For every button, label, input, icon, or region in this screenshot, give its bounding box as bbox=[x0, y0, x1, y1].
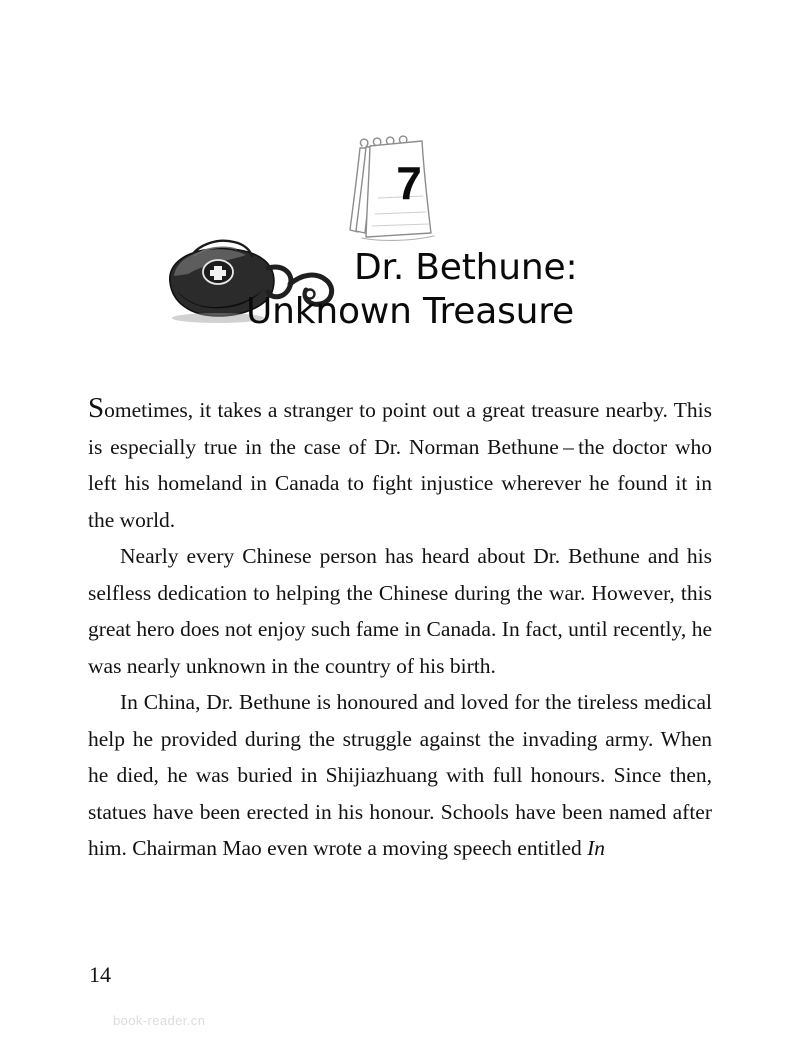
paragraph-2-text: Nearly every Chinese person has heard about Dr. Bethune and his selfless dedication to helping the Chinese during the war. However, this great hero does not enjoy such fame in Canada. In fact, until recently, he was nearly unknown in the country of his birth. bbox=[88, 544, 712, 678]
body-text bbox=[88, 392, 712, 867]
chapter-title-line-2: Unknown Treasure bbox=[246, 291, 575, 332]
paragraph-3-italic-title: In bbox=[587, 836, 606, 860]
paragraph-3-text: In China, Dr. Bethune is honoured and loved for the tireless medical help he provided during the struggle against the invading army. When he died, he was buried in Shijiazhuang with full honours. Since then, statues have been erected in his honour. Schools have been named after him. Chairman Mao even wrote a moving speech entitled bbox=[88, 690, 712, 860]
page-title bbox=[0, 246, 800, 334]
paragraph-2 bbox=[88, 538, 712, 684]
paragraph-3 bbox=[88, 684, 712, 867]
paragraph-1-text: ometimes, it takes a stranger to point out a great treasure nearby. This is especially true in the case of Dr. Norman Bethune – the doctor who left his homeland in Canada to fight injustice wherever he found it in the world. bbox=[88, 398, 712, 532]
page-number: 14 bbox=[89, 962, 111, 987]
chapter-title-line-1: Dr. Bethune: bbox=[354, 247, 578, 288]
watermark: book-reader.cn bbox=[113, 1013, 206, 1028]
chapter-header bbox=[0, 0, 800, 370]
drop-cap: S bbox=[88, 392, 105, 424]
paragraph-1 bbox=[88, 392, 712, 538]
chapter-number: 7 bbox=[396, 157, 422, 209]
